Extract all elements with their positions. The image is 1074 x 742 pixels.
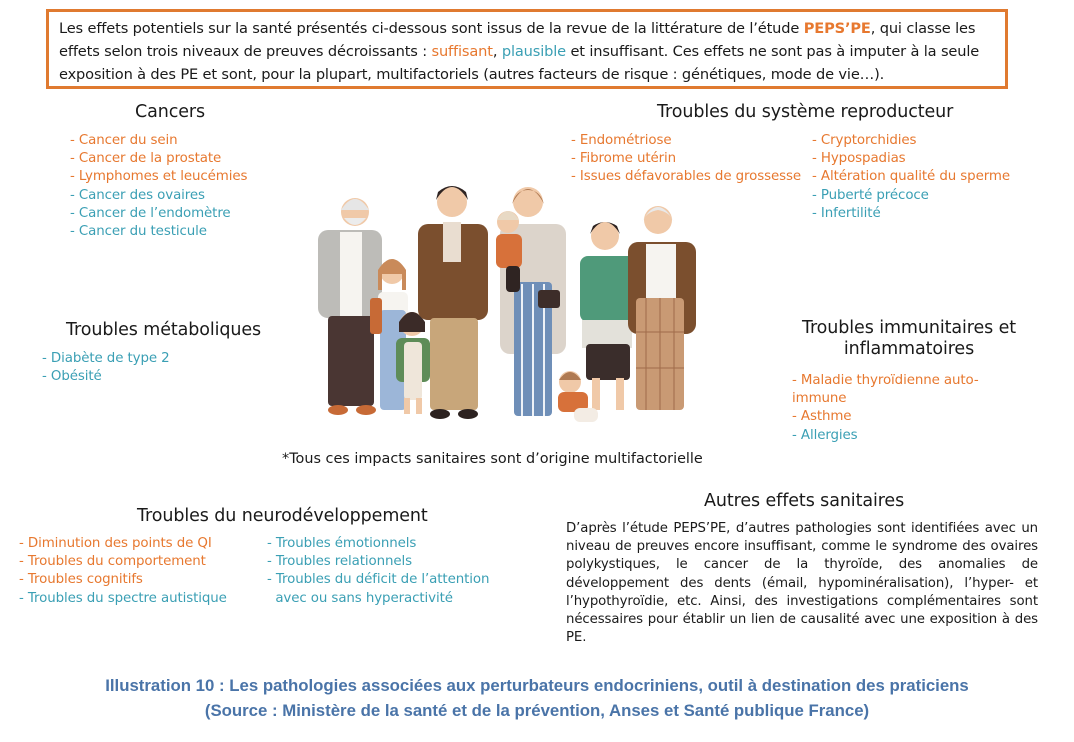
reproducteur-list-col2 [812, 132, 1010, 223]
multifactorial-note: *Tous ces impacts sanitaires sont d’origine multifactorielle [282, 451, 703, 467]
list-item: - Maladie thyroïdienne auto- [792, 373, 979, 388]
intro-text: , qui classe les effets selon trois niveaux de preuves décroissants : [59, 20, 976, 60]
list-item: - Infertilité [812, 205, 881, 221]
list-item: - Troubles émotionnels [267, 536, 417, 551]
list-item: - Cancer du sein [70, 133, 178, 148]
metaboliques-list [42, 350, 170, 386]
list-item: - Troubles du comportement [19, 554, 206, 570]
autres-paragraph: D’après l’étude PEPS’PE, d’autres pathologies sont identifiées avec un niveau de preuves encore insuffisant, comme le syndrome des ovaires polykystiques, le cancer de la thyroïde, des anomalies de développement des dents (émail, hypominéralisation), l’hyper- et l’hypothyroïdie, etc. Ainsi, des investigations complémentaires sont nécessaires pour établir un lien de causalité avec une exposition à des PE. [566, 521, 1038, 646]
list-item: - Endométriose [571, 133, 672, 148]
father-figure [418, 186, 488, 419]
intro-text: et insuffisant. Ces effets ne sont pas à imputer à la seule exposition à des PE et sont, pour la plupart, multifactoriels (autres facteurs de risque : génétiques, mode de vie…). [59, 43, 980, 83]
list-item: - Cryptorchidies [812, 133, 917, 148]
list-item: - Obésité [42, 369, 102, 385]
list-item: - Fibrome utérin [571, 151, 677, 167]
list-item: - Cancer de la prostate [70, 151, 222, 167]
figure-caption-line1: Illustration 10 : Les pathologies associées aux perturbateurs endocriniens, outil à destination des praticiens [105, 676, 969, 695]
list-item: - Cancer du testicule [70, 224, 207, 240]
neuro-list-col2 [267, 535, 489, 608]
immunitaires-list [792, 372, 979, 445]
section-title-autres: Autres effets sanitaires [704, 491, 905, 511]
list-item: - Allergies [792, 427, 858, 443]
title-line: inflammatoires [843, 339, 975, 359]
title-line: Troubles immunitaires et [801, 318, 1017, 338]
list-item: - Hypospadias [812, 151, 906, 167]
neuro-list-col1 [19, 535, 227, 608]
study-name: PEPS’PE [803, 20, 871, 37]
list-item: avec ou sans hyperactivité [267, 590, 453, 606]
figure-caption-source: (Source : Ministère de la santé et de la prévention, Anses et Santé publique France) [204, 701, 870, 720]
list-item: - Altération qualité du sperme [812, 169, 1010, 185]
separator: , [492, 43, 502, 60]
cancers-list [70, 132, 247, 241]
teen-boy-figure [580, 222, 636, 410]
list-item: - Issues défavorables de grossesse [571, 169, 802, 185]
intro-text: Les effets potentiels sur la santé présentés ci-dessous sont issus de la revue de la littérature de l’étude [59, 20, 804, 37]
family-illustration [300, 172, 704, 442]
list-item: - Cancer des ovaires [70, 187, 205, 203]
list-item: immune [792, 391, 847, 407]
list-item: - Asthme [792, 409, 852, 425]
list-item: - Lymphomes et leucémies [70, 169, 248, 185]
section-title-immunitaires [786, 318, 1032, 359]
section-title-neuro: Troubles du neurodéveloppement [137, 506, 428, 526]
list-item: - Troubles du spectre autistique [19, 590, 227, 606]
list-item: - Troubles cognitifs [19, 572, 143, 588]
list-item: - Cancer de l’endomètre [70, 205, 231, 221]
list-item: - Diabète de type 2 [42, 351, 170, 366]
grandmother-figure [628, 206, 696, 410]
section-title-reproducteur: Troubles du système reproducteur [657, 102, 954, 122]
level-plausible: plausible [501, 43, 566, 60]
section-title-metaboliques: Troubles métaboliques [66, 320, 262, 340]
list-item: - Diminution des points de QI [19, 536, 212, 551]
list-item: - Troubles du déficit de l’attention [267, 572, 490, 588]
intro-box [46, 9, 1008, 89]
baby-figure [496, 211, 522, 292]
section-title-cancers: Cancers [135, 102, 206, 122]
list-item: - Puberté précoce [812, 187, 929, 203]
list-item: - Troubles relationnels [267, 554, 413, 570]
level-sufficient: suffisant [431, 43, 493, 60]
